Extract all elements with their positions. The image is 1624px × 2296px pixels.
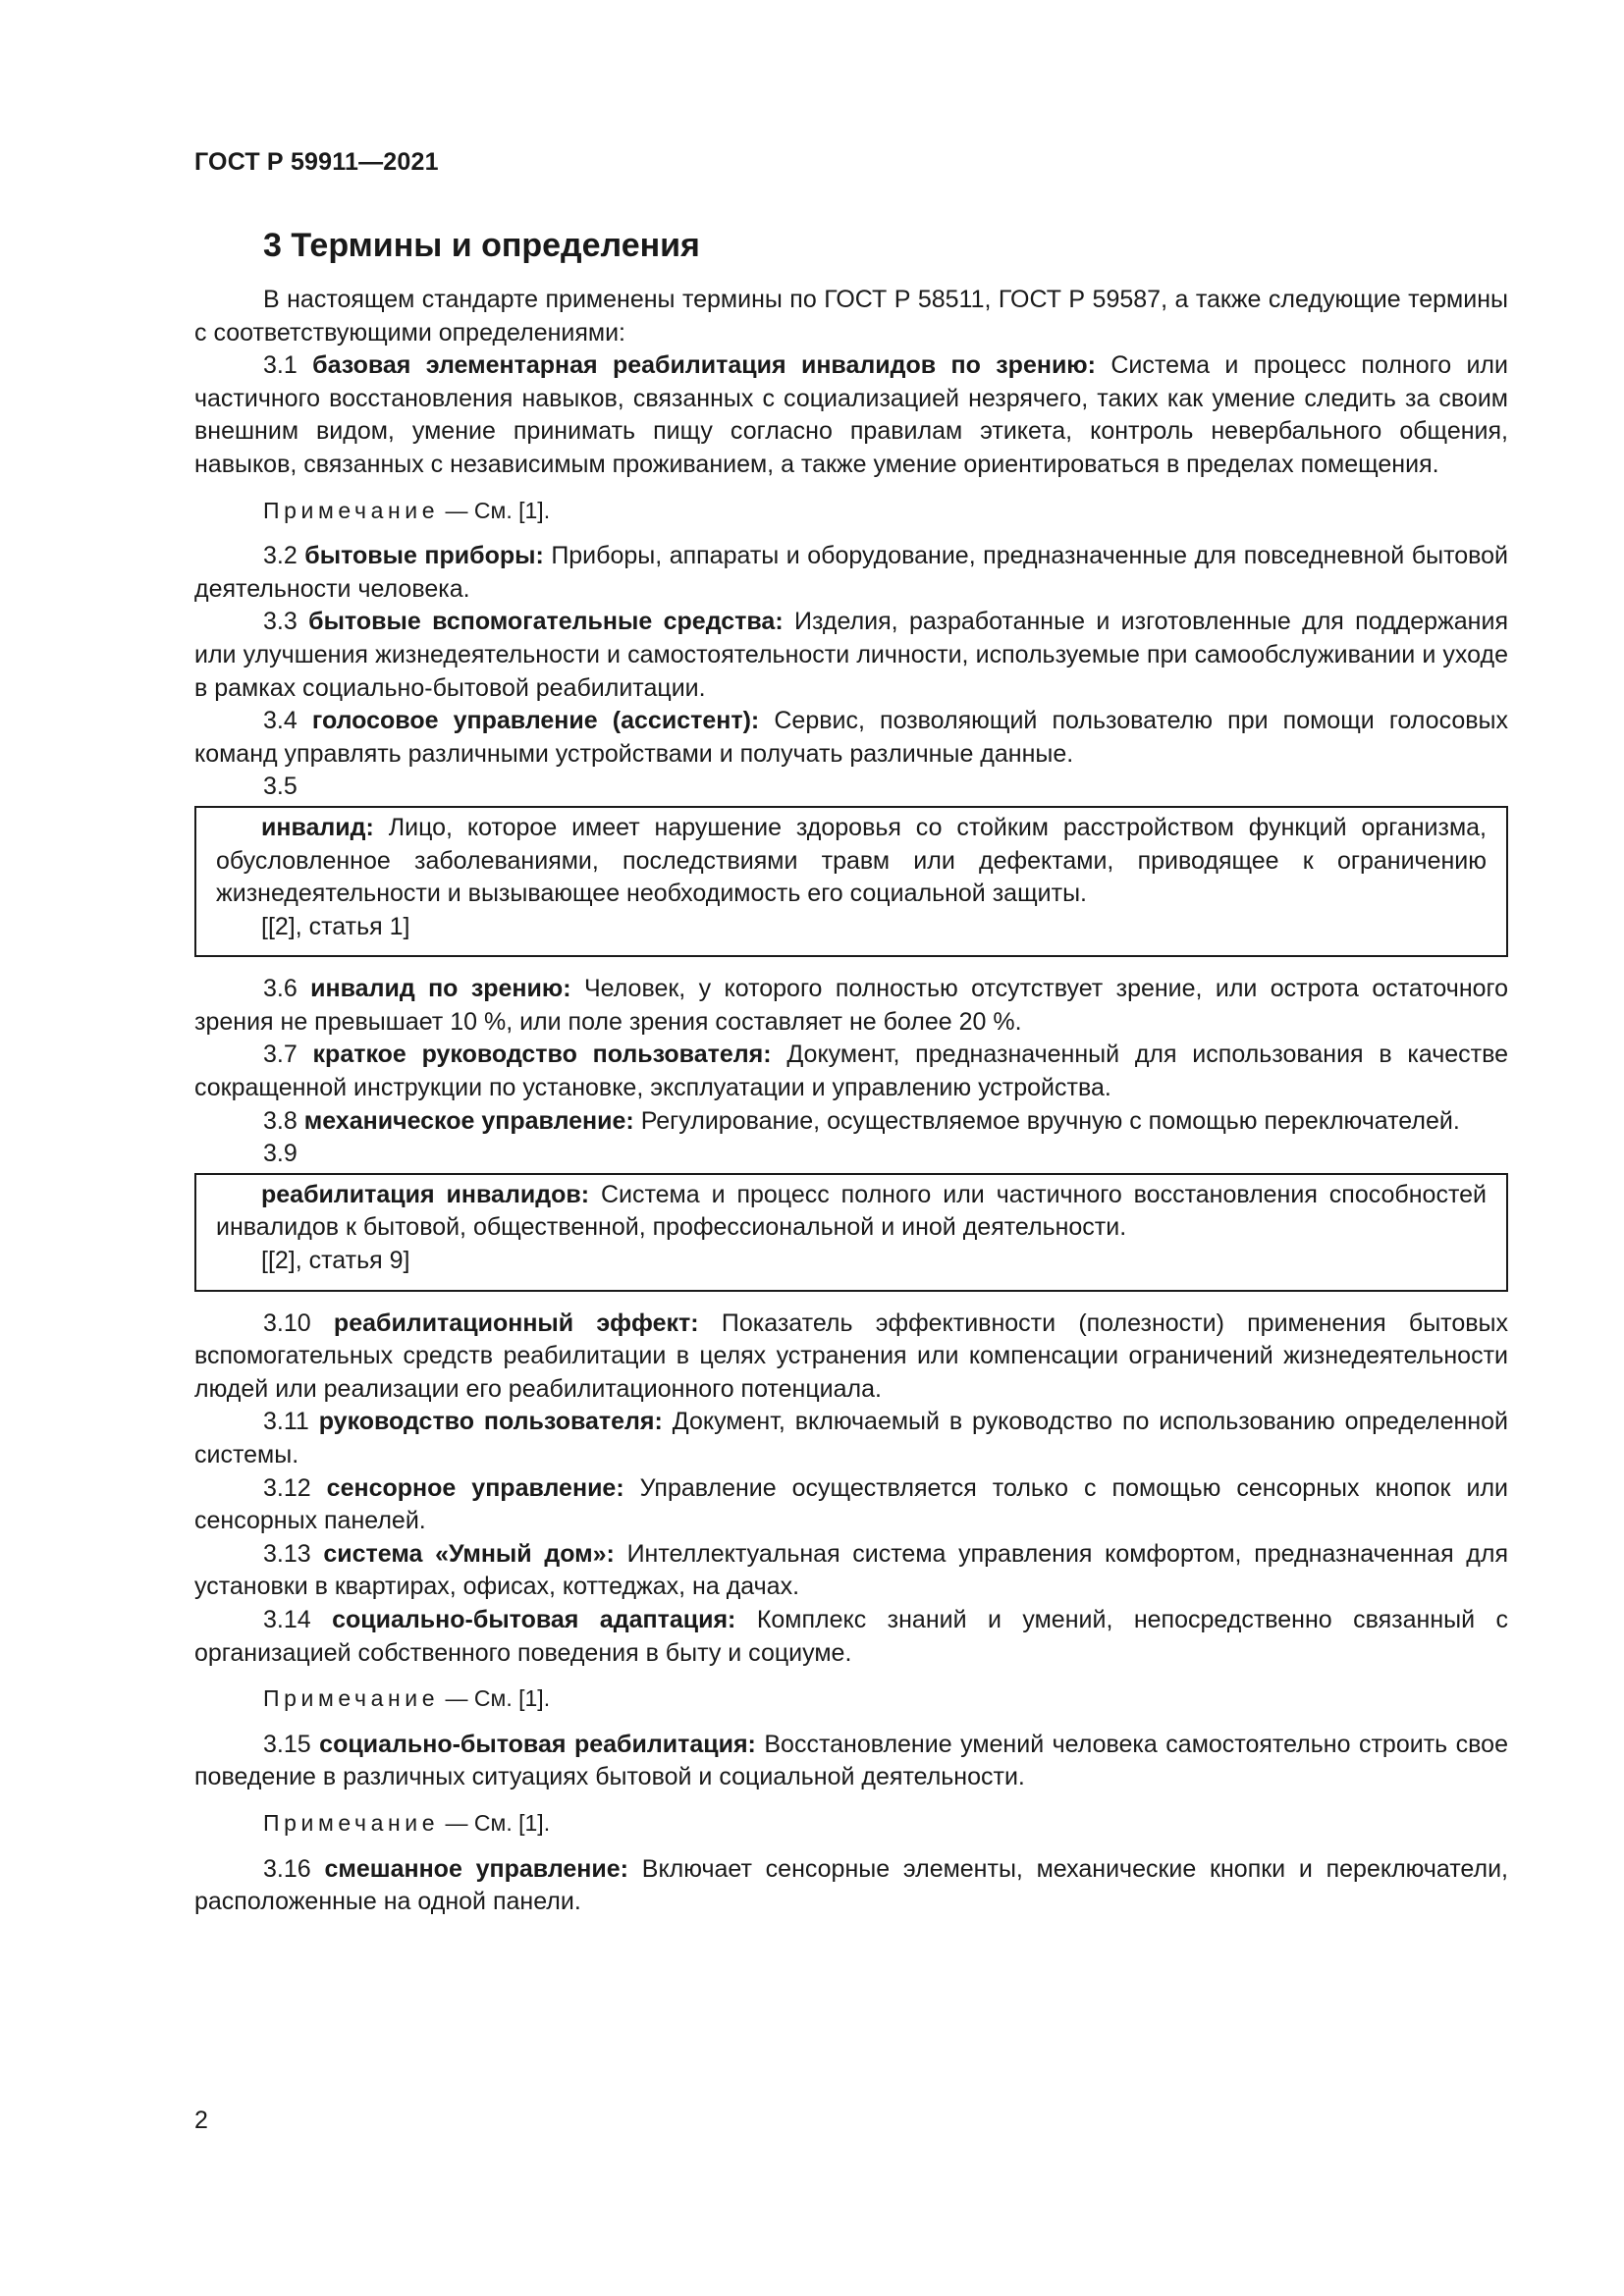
note-3-14: Примечание — См. [1].: [263, 1685, 551, 1712]
term-3-5-number: 3.5: [263, 773, 298, 801]
term-3-9-reference: [[2], статья 9]: [261, 1247, 410, 1275]
term-3-3: 3.3 бытовые вспомогательные средства: Изделия, разработанные и изготовленные для поддержания или улучшения жизнедеятельности и самостоятельности личности, используемые при самообслуживании и уходе в рамках социально-бытовой реабилитации.: [194, 608, 1508, 702]
term-3-5-reference: [[2], статья 1]: [261, 912, 410, 940]
term-3-14: 3.14 социально-бытовая адаптация: Комплекс знаний и умений, непосредственно связанный с организацией собственного поведения в быту и социуме.: [194, 1605, 1508, 1667]
quoted-definition-box: [194, 1173, 1508, 1292]
term-3-5: инвалид: Лицо, которое имеет нарушение здоровья со стойким расстройством функций организма, обусловленное заболеваниями, последствиями травм или дефектами, приводящее к ограничению жизнедеятельности и вызывающее необходимость его социальной защиты.: [216, 813, 1487, 908]
term-3-15: 3.15 социально-бытовая реабилитация: Восстановление умений человека самостоятельно строить свое поведение в различных ситуациях бытовой и социальной деятельности.: [194, 1730, 1508, 1791]
term-3-10: 3.10 реабилитационный эффект: Показатель эффективности (полезности) применения бытовых вспомогательных средств реабилитации в целях устранения или компенсации ограничений жизнедеятельности людей или реализации его реабилитационного потенциала.: [194, 1308, 1508, 1403]
term-3-2: 3.2 бытовые приборы: Приборы, аппараты и оборудование, предназначенные для повседневной бытовой деятельности человека.: [194, 542, 1509, 603]
note-3-15: Примечание — См. [1].: [263, 1809, 551, 1836]
term-3-4: 3.4 голосовое управление (ассистент): Сервис, позволяющий пользователю при помощи голосовых команд управлять различными устройствами и получать различные данные.: [194, 707, 1508, 768]
page-number: 2: [194, 2107, 208, 2134]
term-3-12: 3.12 сенсорное управление: Управление осуществляется только с помощью сенсорных кнопок или сенсорных панелей.: [194, 1473, 1508, 1535]
term-3-7: 3.7 краткое руководство пользователя: Документ, предназначенный для использования в качестве сокращенной инструкции по установке, эксплуатации и управлению устройства.: [194, 1041, 1508, 1102]
section-title: 3 Термины и определения: [263, 227, 700, 264]
term-3-16: 3.16 смешанное управление: Включает сенсорные элементы, механические кнопки и переключатели, расположенные на одной панели.: [194, 1854, 1508, 1916]
section-content: [194, 284, 1508, 1919]
note-3-1: Примечание — См. [1].: [263, 497, 551, 523]
term-3-8: 3.8 механическое управление: Регулирование, осуществляемое вручную с помощью переключателей.: [263, 1106, 1460, 1135]
term-3-11: 3.11 руководство пользователя: Документ, включаемый в руководство по использованию определенной системы.: [194, 1408, 1509, 1468]
term-3-13: 3.13 система «Умный дом»: Интеллектуальная система управления комфортом, предназначенная для установки в квартирах, офисах, коттеджах, на дачах.: [194, 1539, 1509, 1601]
quoted-definition-box: [194, 806, 1508, 957]
term-3-9: реабилитация инвалидов: Система и процесс полного или частичного восстановления способностей инвалидов к бытовой, общественной, профессиональной и иной деятельности.: [216, 1180, 1487, 1242]
intro-paragraph: В настоящем стандарте применены термины по ГОСТ Р 58511, ГОСТ Р 59587, а также следующие термины с соответствующими определениями:: [194, 286, 1508, 347]
term-3-1: 3.1 базовая элементарная реабилитация инвалидов по зрению: Система и процесс полного или частичного восстановления навыков, связанных с социализацией незрячего, таких как умение следить за своим внешним видом, умение принимать пищу согласно правилам этикета, контроль невербального общения, навыков, связанных с независимым проживанием, а также умение ориентироваться в пределах помещения.: [194, 351, 1508, 478]
term-3-9-number: 3.9: [263, 1140, 298, 1168]
term-3-6: 3.6 инвалид по зрению: Человек, у которого полностью отсутствует зрение, или острота остаточного зрения не превышает 10 %, или поле зрения составляет не более 20 %.: [194, 975, 1508, 1036]
document-code-header: ГОСТ Р 59911—2021: [194, 148, 439, 176]
